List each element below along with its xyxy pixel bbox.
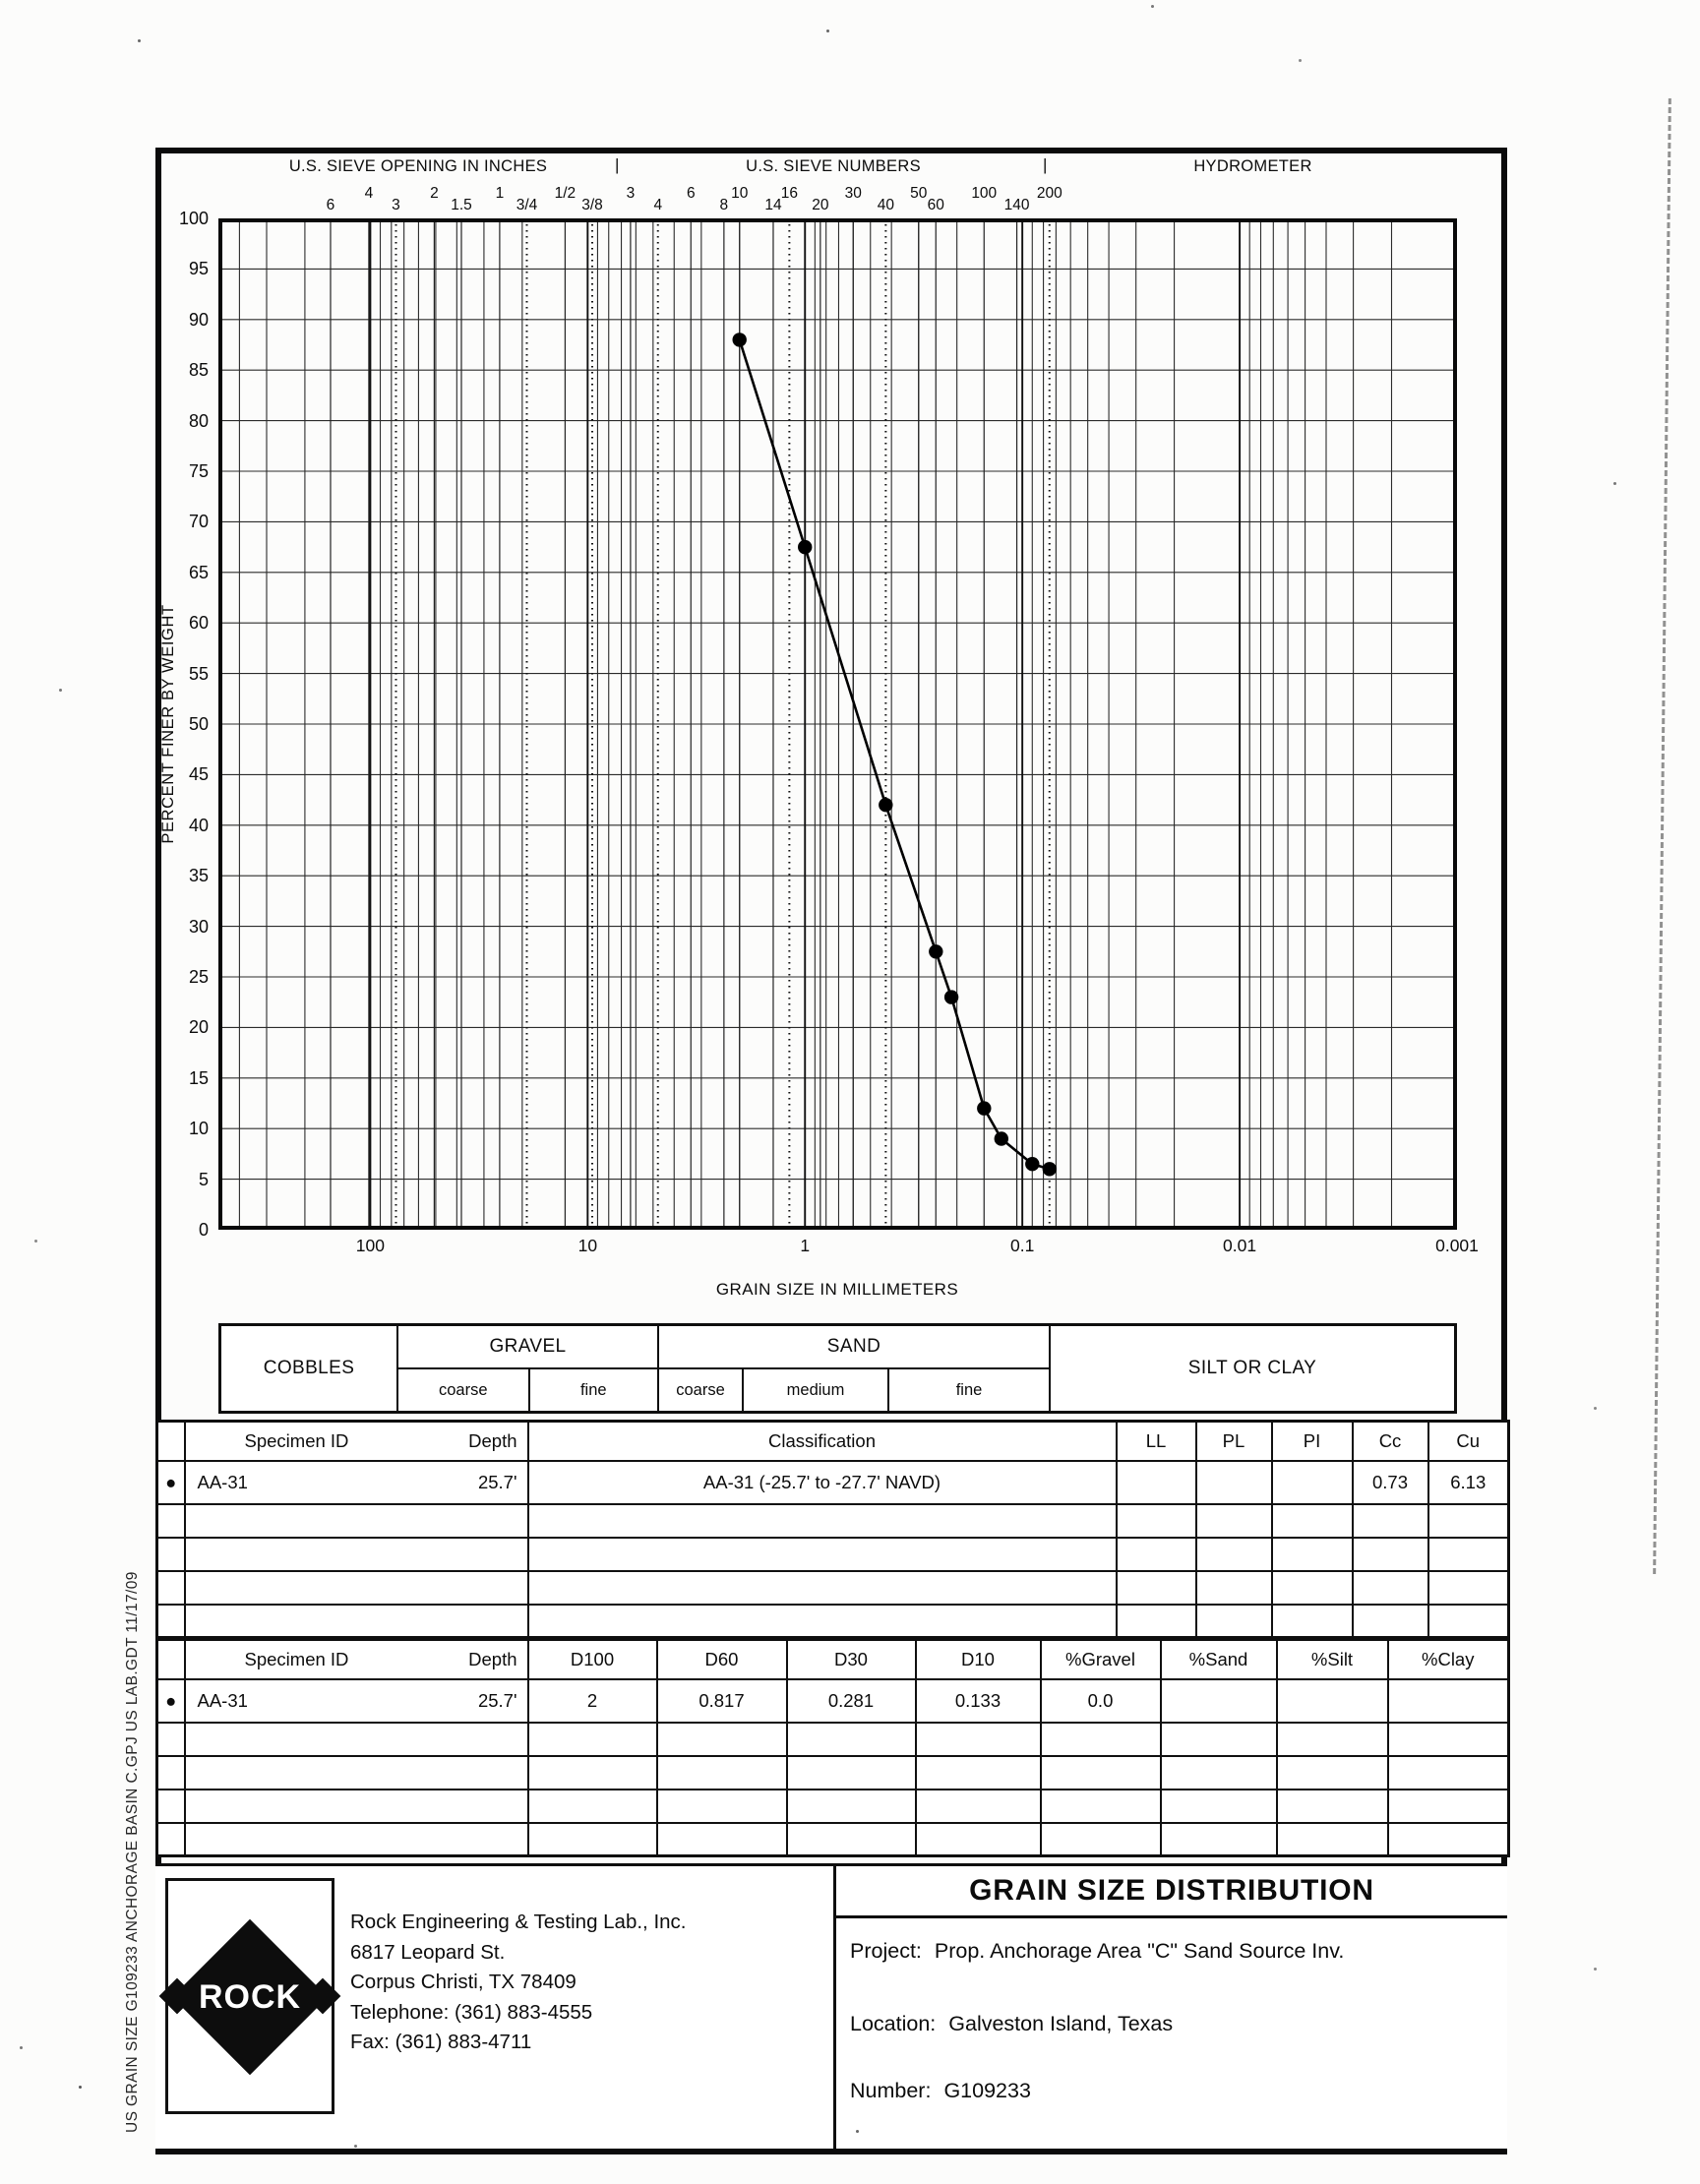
gradation-header-gravel: %Gravel: [1041, 1640, 1161, 1679]
company-address-line: 6817 Leopard St.: [350, 1940, 506, 1964]
gradation-table: [155, 1638, 1510, 1857]
project-value: Prop. Anchorage Area "C" Sand Source Inv.: [934, 1939, 1345, 1963]
empty-cell: [528, 1756, 657, 1790]
empty-cell: [185, 1538, 528, 1571]
empty-cell: [1161, 1723, 1277, 1756]
empty-cell: [1428, 1504, 1509, 1538]
empty-cell: [157, 1571, 185, 1605]
band-gravel-label: GRAVEL: [398, 1326, 657, 1369]
header-separator-1: |: [615, 155, 620, 174]
sieve-tick-label: 6: [686, 185, 696, 202]
header-separator-2: |: [1043, 155, 1048, 174]
empty-cell: [1196, 1538, 1272, 1571]
gradation-header-d30: D30: [787, 1640, 916, 1679]
sieve-tick-label: 16: [780, 185, 798, 202]
cell-pi: [1272, 1461, 1353, 1504]
specimen-id-value: AA-31: [197, 1689, 248, 1711]
empty-cell: [916, 1756, 1041, 1790]
title-block: [833, 1866, 1507, 2149]
sieve-tick-label: 100: [971, 185, 998, 202]
empty-cell: [657, 1790, 787, 1823]
empty-cell: [1428, 1538, 1509, 1571]
empty-cell: [1277, 1723, 1388, 1756]
number-value: G109233: [943, 2079, 1031, 2102]
empty-cell: [1041, 1790, 1161, 1823]
x-tick-label: 0.001: [1435, 1236, 1479, 1255]
results-header-row: [157, 1422, 1509, 1461]
empty-cell: [528, 1723, 657, 1756]
data-point: [977, 1101, 991, 1115]
empty-cell: [1428, 1571, 1509, 1605]
x-axis-title: GRAIN SIZE IN MILLIMETERS: [715, 1280, 959, 1299]
empty-cell: [528, 1504, 1117, 1538]
empty-cell: [916, 1723, 1041, 1756]
band-sand-medium: medium: [742, 1369, 887, 1411]
gradation-data-row: [157, 1679, 1509, 1723]
empty-cell: [657, 1723, 787, 1756]
y-tick-label: 80: [188, 410, 209, 431]
y-tick-label: 95: [188, 259, 209, 279]
sieve-tick-label: 3/8: [581, 197, 603, 213]
empty-table-row: [157, 1571, 1509, 1605]
data-point: [995, 1131, 1008, 1145]
band-sand-label: SAND: [659, 1326, 1049, 1369]
empty-cell: [1272, 1504, 1353, 1538]
empty-cell: [157, 1504, 185, 1538]
empty-cell: [185, 1790, 528, 1823]
company-address-line: Corpus Christi, TX 78409: [350, 1971, 577, 1993]
y-tick-label: 85: [188, 360, 209, 381]
data-point: [1043, 1162, 1057, 1176]
sieve-tick-label: 50: [910, 185, 928, 202]
empty-cell: [1041, 1756, 1161, 1790]
empty-cell: [1388, 1756, 1509, 1790]
cell-d10: 0.133: [916, 1679, 1041, 1723]
band-gravel-fine: fine: [528, 1369, 658, 1411]
cell-cc: 0.73: [1353, 1461, 1428, 1504]
company-address-line: Rock Engineering & Testing Lab., Inc.: [350, 1911, 687, 1933]
empty-cell: [1196, 1504, 1272, 1538]
location-line: [850, 2012, 1173, 2036]
empty-cell: [185, 1723, 528, 1756]
results-header-specimen-depth: [185, 1422, 528, 1461]
company-address: [350, 1908, 687, 2058]
data-point: [1025, 1157, 1039, 1171]
empty-cell: [1196, 1605, 1272, 1638]
y-tick-label: 25: [188, 967, 209, 987]
x-tick-label: 0.1: [1009, 1236, 1035, 1255]
sieve-tick-label: 30: [844, 185, 862, 202]
empty-cell: [1041, 1823, 1161, 1856]
depth-value: 25.7': [477, 1689, 517, 1711]
sieve-tick-label: 6: [326, 197, 335, 213]
empty-cell: [657, 1756, 787, 1790]
sieve-tick-label: 3: [392, 197, 400, 213]
empty-cell: [1428, 1605, 1509, 1638]
cell-silt: [1277, 1679, 1388, 1723]
results-header-pl: PL: [1196, 1422, 1272, 1461]
results-table: [155, 1420, 1510, 1639]
empty-cell: [916, 1823, 1041, 1856]
specimen-id-value: AA-31: [197, 1471, 248, 1492]
cell-d60: 0.817: [657, 1679, 787, 1723]
empty-cell: [1277, 1756, 1388, 1790]
empty-cell: [1117, 1504, 1196, 1538]
sidebar-file-note: US GRAIN SIZE G109233 ANCHORAGE BASIN C.GPJ US LAB.GDT 11/17/09: [124, 1571, 141, 2133]
band-sand: [657, 1326, 1049, 1411]
x-tick-label: 10: [577, 1236, 598, 1255]
y-axis-title: PERCENT FINER BY WEIGHT: [159, 604, 177, 844]
sieve-tick-label: 1/2: [554, 185, 577, 202]
sieve-tick-label: 3: [626, 185, 636, 202]
company-address-line: Fax: (361) 883-4711: [350, 2031, 532, 2053]
sieve-tick-label: 4: [653, 197, 663, 213]
depth-value: 25.7': [477, 1471, 517, 1492]
empty-cell: [528, 1790, 657, 1823]
y-tick-label: 50: [188, 714, 209, 734]
data-point: [929, 944, 942, 958]
cell-classification: AA-31 (-25.7' to -27.7' NAVD): [528, 1461, 1117, 1504]
results-header-classification: Classification: [528, 1422, 1117, 1461]
empty-cell: [1272, 1538, 1353, 1571]
empty-table-row: [157, 1823, 1509, 1856]
data-point: [733, 333, 747, 346]
empty-cell: [185, 1571, 528, 1605]
y-tick-label: 75: [188, 461, 209, 481]
sieve-tick-label: 20: [812, 197, 829, 213]
band-sand-fine: fine: [887, 1369, 1049, 1411]
y-tick-label: 100: [178, 209, 209, 228]
rock-logo: [165, 1878, 334, 2114]
empty-table-row: [157, 1790, 1509, 1823]
project-line: [850, 1939, 1344, 1964]
results-header-cc: Cc: [1353, 1422, 1428, 1461]
y-tick-label: 45: [188, 764, 209, 785]
cell-clay: [1388, 1679, 1509, 1723]
sieve-inches-caption: U.S. SIEVE OPENING IN INCHES: [288, 157, 548, 175]
empty-table-row: [157, 1605, 1509, 1638]
band-sand-coarse: coarse: [676, 1380, 725, 1399]
results-header-specimen-id: Specimen ID: [244, 1429, 349, 1451]
y-tick-label: 35: [188, 866, 209, 886]
band-silt-or-clay: SILT OR CLAY: [1049, 1326, 1454, 1411]
empty-cell: [1161, 1756, 1277, 1790]
empty-cell: [657, 1823, 787, 1856]
empty-cell: [157, 1756, 185, 1790]
empty-cell: [1353, 1571, 1428, 1605]
hydrometer-caption: HYDROMETER: [1193, 157, 1312, 175]
specimen-marker: ●: [157, 1679, 185, 1723]
location-label: Location:: [850, 2012, 937, 2035]
empty-cell: [1388, 1790, 1509, 1823]
empty-cell: [787, 1790, 916, 1823]
y-tick-label: 90: [188, 309, 209, 330]
band-cobbles: COBBLES: [263, 1358, 355, 1378]
empty-cell: [787, 1756, 916, 1790]
data-point: [798, 540, 812, 554]
band-gravel-coarse: coarse: [438, 1380, 488, 1399]
empty-cell: [185, 1756, 528, 1790]
empty-cell: [157, 1823, 185, 1856]
y-tick-label: 55: [188, 663, 209, 684]
grain-size-curve: [740, 339, 1050, 1169]
results-header-marker: [157, 1422, 185, 1461]
empty-cell: [1196, 1571, 1272, 1605]
cell-specimen-depth: [185, 1461, 528, 1504]
gradation-header-specimen-id: Specimen ID: [244, 1648, 349, 1669]
y-tick-label: 5: [198, 1169, 209, 1189]
results-header-ll: LL: [1117, 1422, 1196, 1461]
gradation-header-depth: Depth: [468, 1648, 517, 1669]
empty-table-row: [157, 1756, 1509, 1790]
data-point: [879, 798, 892, 812]
sieve-tick-label: 140: [1003, 197, 1030, 213]
empty-cell: [1353, 1538, 1428, 1571]
gradation-header-d10: D10: [916, 1640, 1041, 1679]
sieve-tick-label: 1.5: [451, 197, 472, 213]
y-tick-label: 0: [198, 1220, 209, 1240]
y-tick-label: 15: [188, 1067, 209, 1088]
grain-size-plot: [218, 218, 1457, 1230]
logo-text: ROCK: [198, 1978, 302, 2016]
sieve-tick-label: 2: [430, 185, 439, 202]
empty-cell: [528, 1571, 1117, 1605]
empty-cell: [185, 1605, 528, 1638]
empty-cell: [185, 1504, 528, 1538]
number-line: [850, 2079, 1031, 2103]
cell-pl: [1196, 1461, 1272, 1504]
cell-sand: [1161, 1679, 1277, 1723]
cell-ll: [1117, 1461, 1196, 1504]
report-title: GRAIN SIZE DISTRIBUTION: [836, 1866, 1507, 1918]
gradation-header-sand: %Sand: [1161, 1640, 1277, 1679]
empty-table-row: [157, 1723, 1509, 1756]
empty-cell: [1388, 1823, 1509, 1856]
y-tick-label: 60: [188, 613, 209, 634]
cell-d30: 0.281: [787, 1679, 916, 1723]
scan-artifact-line: [1653, 98, 1671, 1574]
empty-cell: [528, 1538, 1117, 1571]
empty-cell: [787, 1723, 916, 1756]
number-label: Number:: [850, 2079, 932, 2102]
empty-cell: [1272, 1605, 1353, 1638]
sieve-tick-label: 14: [764, 197, 782, 213]
gradation-header-specimen-depth: [185, 1640, 528, 1679]
results-data-row: [157, 1461, 1509, 1504]
y-tick-label: 65: [188, 562, 209, 582]
empty-cell: [1117, 1538, 1196, 1571]
y-tick-label: 20: [188, 1017, 209, 1038]
sieve-tick-label: 3/4: [516, 197, 538, 213]
data-point: [944, 990, 958, 1003]
results-header-pi: PI: [1272, 1422, 1353, 1461]
empty-cell: [1388, 1723, 1509, 1756]
empty-cell: [157, 1723, 185, 1756]
cell-specimen-depth: [185, 1679, 528, 1723]
y-tick-label: 10: [188, 1119, 209, 1139]
sieve-numbers-caption: U.S. SIEVE NUMBERS: [746, 157, 921, 175]
sieve-tick-label: 8: [719, 197, 729, 213]
gradation-header-marker: [157, 1640, 185, 1679]
empty-cell: [1353, 1504, 1428, 1538]
empty-cell: [157, 1605, 185, 1638]
empty-cell: [1277, 1790, 1388, 1823]
footer-block: [155, 1863, 1507, 2149]
gradation-header-silt: %Silt: [1277, 1640, 1388, 1679]
empty-cell: [1117, 1605, 1196, 1638]
empty-table-row: [157, 1504, 1509, 1538]
results-header-cu: Cu: [1428, 1422, 1509, 1461]
empty-cell: [157, 1790, 185, 1823]
empty-cell: [157, 1538, 185, 1571]
sieve-tick-label: 60: [927, 197, 944, 213]
cell-d100: 2: [528, 1679, 657, 1723]
sieve-tick-label: 1: [495, 185, 505, 202]
y-tick-label: 40: [188, 815, 209, 835]
empty-cell: [787, 1823, 916, 1856]
empty-cell: [1161, 1790, 1277, 1823]
results-header-depth: Depth: [468, 1429, 517, 1451]
gradation-header-d60: D60: [657, 1640, 787, 1679]
gradation-header-row: [157, 1640, 1509, 1679]
sieve-tick-label: 200: [1036, 185, 1062, 202]
sieve-tick-label: 4: [364, 185, 374, 202]
empty-cell: [528, 1823, 657, 1856]
x-tick-label: 0.01: [1223, 1236, 1257, 1255]
x-tick-label: 1: [800, 1236, 811, 1255]
empty-cell: [1277, 1823, 1388, 1856]
cell-gravel: 0.0: [1041, 1679, 1161, 1723]
y-tick-label: 30: [188, 916, 209, 937]
empty-cell: [1161, 1823, 1277, 1856]
band-gravel: [396, 1326, 657, 1411]
cell-cu: 6.13: [1428, 1461, 1509, 1504]
empty-cell: [916, 1790, 1041, 1823]
specimen-marker: ●: [157, 1461, 185, 1504]
empty-cell: [1272, 1571, 1353, 1605]
y-tick-label: 70: [188, 512, 209, 532]
empty-table-row: [157, 1538, 1509, 1571]
sieve-tick-label: 10: [731, 185, 749, 202]
sieve-tick-label: 40: [877, 197, 894, 213]
empty-cell: [1041, 1723, 1161, 1756]
empty-cell: [528, 1605, 1117, 1638]
location-value: Galveston Island, Texas: [948, 2012, 1174, 2035]
empty-cell: [185, 1823, 528, 1856]
company-address-line: Telephone: (361) 883-4555: [350, 2000, 593, 2024]
soil-classification-band: [218, 1323, 1457, 1414]
project-label: Project:: [850, 1939, 922, 1963]
scan-specks: [79, 2086, 82, 2089]
x-tick-label: 100: [355, 1236, 385, 1255]
gradation-header-d100: D100: [528, 1640, 657, 1679]
empty-cell: [1353, 1605, 1428, 1638]
empty-cell: [1117, 1571, 1196, 1605]
gradation-header-clay: %Clay: [1388, 1640, 1509, 1679]
